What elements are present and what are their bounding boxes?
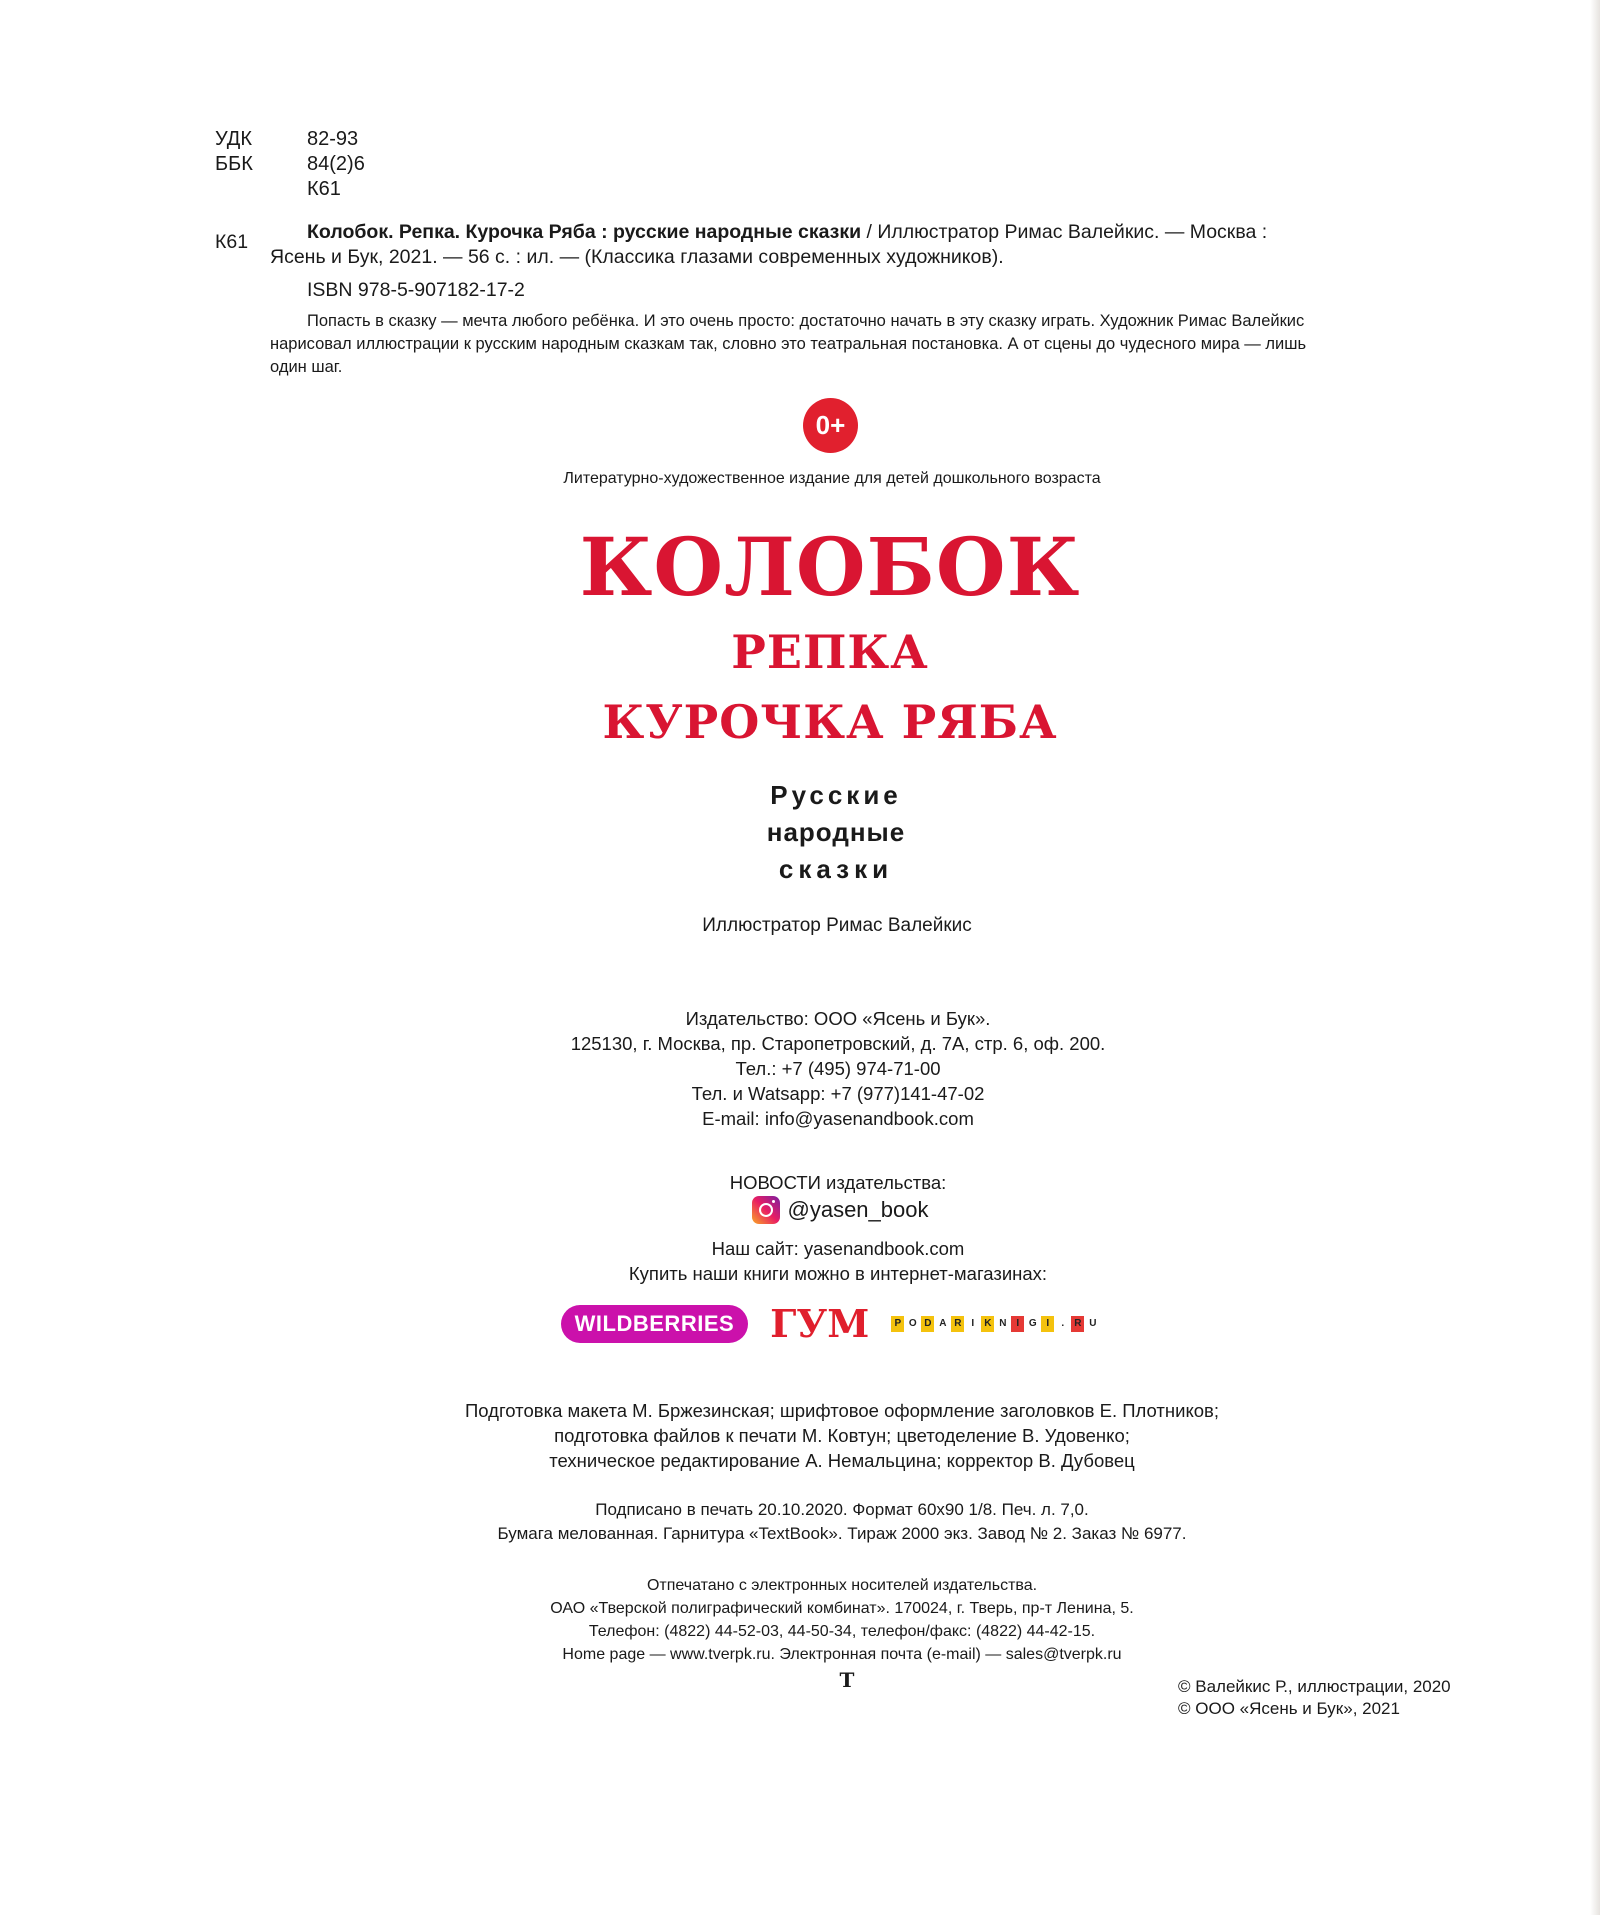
edition-type: Литературно-художественное издание для детей дошкольного возраста	[563, 470, 1101, 487]
title-kurochka-ryaba: КУРОЧКА РЯБА	[602, 695, 1058, 749]
podariknigi-letter: K	[981, 1316, 994, 1332]
printer-line-3: Телефон: (4822) 44-52-03, 44-50-34, телефон/факс: (4822) 44-42-15.	[588, 1623, 1096, 1640]
podariknigi-letter: A	[936, 1316, 949, 1332]
print-info-line-1: Подписано в печать 20.10.2020. Формат 60х90 1/8. Печ. л. 7,0.	[595, 1500, 1089, 1519]
print-info-line-2: Бумага мелованная. Гарнитура «TextBook». Тираж 2000 экз. Завод № 2. Заказ № 6977.	[497, 1524, 1187, 1543]
podariknigi-letter: I	[1011, 1316, 1024, 1332]
genre-line-3: сказки	[778, 854, 894, 884]
printer-line-2: ОАО «Тверской полиграфический комбинат». 170024, г. Тверь, пр-т Ленина, 5.	[550, 1600, 1134, 1617]
annotation-line-3: один шаг.	[270, 358, 343, 376]
podariknigi-logo[interactable]	[891, 1316, 1099, 1332]
annotation-line-1: Попасть в сказку — мечта любого ребёнка. И это очень просто: достаточно начать в эту сказку играть. Художник Римас Валейкис	[307, 312, 1305, 330]
udk-label: УДК	[215, 128, 253, 150]
publisher-whatsapp: Тел. и Watsapp: +7 (977)141-47-02	[691, 1083, 985, 1104]
bib-line-2: Ясень и Бук, 2021. — 56 с. : ил. — (Классика глазами современных художников).	[270, 246, 1004, 268]
bbk-value: 84(2)6	[307, 153, 365, 175]
podariknigi-letter: O	[906, 1316, 919, 1332]
podariknigi-letter: I	[966, 1316, 979, 1332]
podariknigi-letter: P	[891, 1316, 904, 1332]
bib-rest-line1: / Иллюстратор Римас Валейкис. — Москва :	[861, 221, 1268, 243]
copyright-line-2: © ООО «Ясень и Бук», 2021	[1178, 1699, 1400, 1718]
podariknigi-letter: R	[951, 1316, 964, 1332]
genre-line-1: Русские	[770, 780, 902, 810]
illustrator: Иллюстратор Римас Валейкис	[702, 915, 972, 936]
author-mark: К61	[307, 178, 341, 200]
udk-value: 82-93	[307, 128, 359, 150]
isbn: ISBN 978-5-907182-17-2	[307, 279, 525, 301]
title-kolobok: КОЛОБОК	[579, 520, 1081, 614]
instagram-icon	[752, 1196, 780, 1224]
printer-logo-mark: Т	[839, 1668, 855, 1692]
genre-line-2: народные	[766, 817, 906, 847]
bib-title: Колобок. Репка. Курочка Ряба : русские народные сказки	[307, 221, 862, 243]
age-rating-badge: 0+	[803, 398, 858, 453]
printer-line-1: Отпечатано с электронных носителей издательства.	[646, 1577, 1038, 1594]
copyright-line-1: © Валейкис Р., иллюстрации, 2020	[1178, 1677, 1451, 1696]
annotation-line-2: нарисовал иллюстрации к русским народным сказкам так, словно это театральная постановка. А от сцены до чудесного мира — лишь	[270, 335, 1307, 353]
printer-line-4: Home page — www.tverpk.ru. Электронная почта (e-mail) — sales@tverpk.ru	[562, 1646, 1122, 1663]
podariknigi-letter: N	[996, 1316, 1009, 1332]
gum-logo[interactable]: ГУМ	[770, 1301, 870, 1346]
publisher-name: Издательство: ООО «Ясень и Бук».	[685, 1008, 991, 1029]
credits-line-2: подготовка файлов к печати М. Ковтун; цветоделение В. Удовенко;	[554, 1425, 1130, 1446]
instagram-handle: @yasen_book	[787, 1197, 929, 1222]
publisher-email: E-mail: info@yasenandbook.com	[702, 1108, 974, 1129]
podariknigi-letter: R	[1071, 1316, 1084, 1332]
wildberries-logo[interactable]: WILDBERRIES	[561, 1305, 749, 1343]
credits-line-3: техническое редактирование А. Немальцина; корректор В. Дубовец	[549, 1450, 1135, 1471]
podariknigi-letter: .	[1056, 1316, 1069, 1332]
shops-label: Купить наши книги можно в интернет-магазинах:	[628, 1263, 1048, 1284]
site-line: Наш сайт: yasenandbook.com	[711, 1238, 965, 1259]
podariknigi-letter: D	[921, 1316, 934, 1332]
bbk-label: ББК	[215, 153, 253, 175]
news-label: НОВОСТИ издательства:	[729, 1172, 947, 1193]
shop-logos	[30, 1301, 1600, 1346]
bib-mark: К61	[215, 231, 249, 253]
publisher-phone: Тел.: +7 (495) 974-71-00	[735, 1058, 941, 1079]
credits-line-1: Подготовка макета М. Бржезинская; шрифтовое оформление заголовков Е. Плотников;	[464, 1400, 1220, 1421]
publisher-address: 125130, г. Москва, пр. Старопетровский, д. 7А, стр. 6, оф. 200.	[570, 1033, 1106, 1054]
title-repka: РЕПКА	[731, 625, 929, 679]
podariknigi-letter: I	[1041, 1316, 1054, 1332]
podariknigi-letter: G	[1026, 1316, 1039, 1332]
bib-line-1	[307, 220, 1447, 245]
podariknigi-letter: U	[1086, 1316, 1099, 1332]
instagram-row[interactable]	[40, 1196, 1600, 1224]
